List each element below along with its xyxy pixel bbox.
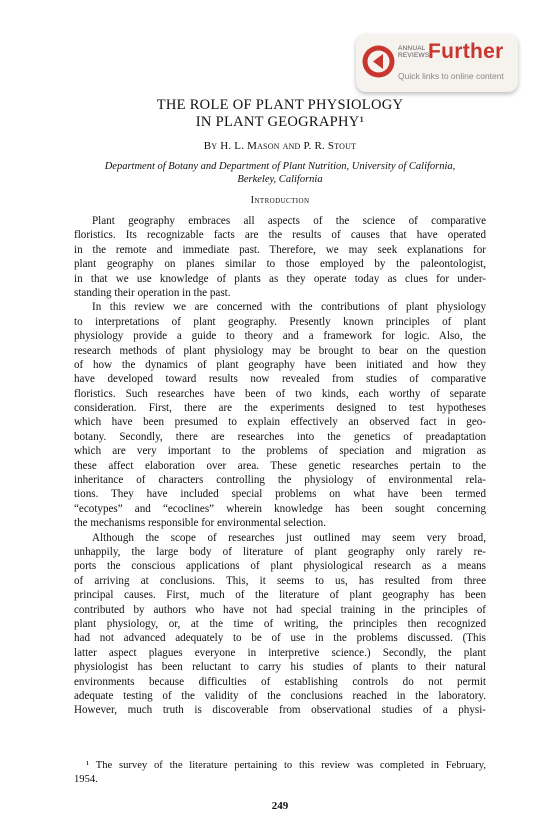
body-line: adequate testing of the validity of the conclusions reached in the laboratory. xyxy=(74,689,486,702)
body-line: of arriving at conclusions. This, it seems to us, has resulted from three xyxy=(74,574,486,587)
body-line: ports the conscious applications of plant physiological research as a means xyxy=(74,560,486,573)
body-line: in the remote and immediate past. Therefore, we may seek explanations for xyxy=(74,243,486,256)
body-line: In this review we are concerned with the contributions of plant physiology xyxy=(92,301,486,314)
body-line: botany. Secondly, there are researches into the genetics of preadaptation xyxy=(74,430,486,443)
body-line: physiologist has been reluctant to carry his studies of plants to their natural xyxy=(74,661,486,674)
body-line: research methods of plant physiology may be brought to bear on the question xyxy=(74,344,486,357)
body-line: in that we use knowledge of plants as they operate today as clues for under- xyxy=(74,272,486,285)
affiliation-line-1: Department of Botany and Department of Plant Nutrition, University of California, xyxy=(104,161,456,172)
body-line: plant geography on planes similar to those employed by the paleontologist, xyxy=(74,258,486,271)
badge-tagline: Quick links to online content xyxy=(398,71,504,81)
body-line: the mechanisms responsible for environmental selection. xyxy=(74,517,327,530)
body-line: environments because difficulties of establishing controls do not permit xyxy=(74,675,486,688)
article-body xyxy=(74,214,486,718)
badge-reviews-label: REVIEWS xyxy=(398,52,430,59)
badge-further-label: Further xyxy=(428,40,504,63)
body-line: floristics. Its recognizable facts are the results of causes that have operated xyxy=(74,229,486,242)
body-line: contributed by authors who have not had special training in the principles of xyxy=(74,603,486,616)
body-line: of how the dynamics of plant geography have been initiated and how they xyxy=(74,358,486,371)
footnote-line: ¹ The survey of the literature pertaining to this review was completed in February, xyxy=(86,760,486,771)
section-heading: Introduction xyxy=(250,195,310,206)
badge-annual-label: ANNUAL xyxy=(398,45,426,52)
body-line: Although the scope of researches just outlined may seem very broad, xyxy=(92,531,486,544)
body-line: have developed toward results now revealed from studies of comparative xyxy=(74,373,486,386)
affiliation-line-2: Berkeley, California xyxy=(237,174,323,185)
arrow-circle-icon xyxy=(362,45,395,78)
body-line: which have been presumed to explain effectively an observed fact in geo- xyxy=(74,416,486,429)
further-badge[interactable] xyxy=(356,34,518,92)
page-number: 249 xyxy=(271,800,289,812)
body-line: standing their operation in the past. xyxy=(74,286,231,299)
body-line: these affect elaboration over area. These genetic researches pertain to the xyxy=(74,459,486,472)
body-line: had not advanced adequately to be of use in the problems discussed. (This xyxy=(74,632,486,645)
body-line: inheritance of characters controlling the physiology of environmental rela- xyxy=(74,474,486,487)
body-line: Plant geography embraces all aspects of the science of comparative xyxy=(92,215,486,227)
body-line: consideration. First, there are the experiments designed to test hypotheses xyxy=(74,402,486,415)
body-line: principal causes. First, much of the literature of plant geography has been xyxy=(74,589,486,602)
body-line: floristics. Such researches have been of two kinds, each worthy of separate xyxy=(74,387,486,400)
body-line: which are very important to the problems of speciation and migration as xyxy=(74,445,486,458)
body-line: latter aspect plagues everyone in interpretive science.) Secondly, the plant xyxy=(74,646,486,659)
footnote xyxy=(74,759,486,788)
article-title-line-1: THE ROLE OF PLANT PHYSIOLOGY xyxy=(156,97,404,113)
body-line: to interpretations of plant geography. Presently known principles of plant xyxy=(74,315,486,328)
body-line: unhappily, the large body of literature of plant geography only rarely re- xyxy=(74,545,486,558)
body-line: plant physiology, or, at the time of writing, the principles then recognized xyxy=(74,617,486,630)
body-line: “ecotypes” and “ecoclines” wherein knowledge has been sought concerning xyxy=(74,502,486,515)
article-authors: By H. L. Mason and P. R. Stout xyxy=(203,140,357,152)
body-line: tions. They have included special problems on what have been termed xyxy=(74,488,486,501)
body-line: However, much truth is discoverable from observational studies of a physi- xyxy=(74,704,486,717)
article-title-line-2: IN PLANT GEOGRAPHY¹ xyxy=(195,114,365,130)
body-line: physiology provide a guide to theory and a framework for logic. Also, the xyxy=(74,330,486,343)
badge-annual-reviews xyxy=(398,45,429,59)
footnote-line: 1954. xyxy=(74,774,98,786)
